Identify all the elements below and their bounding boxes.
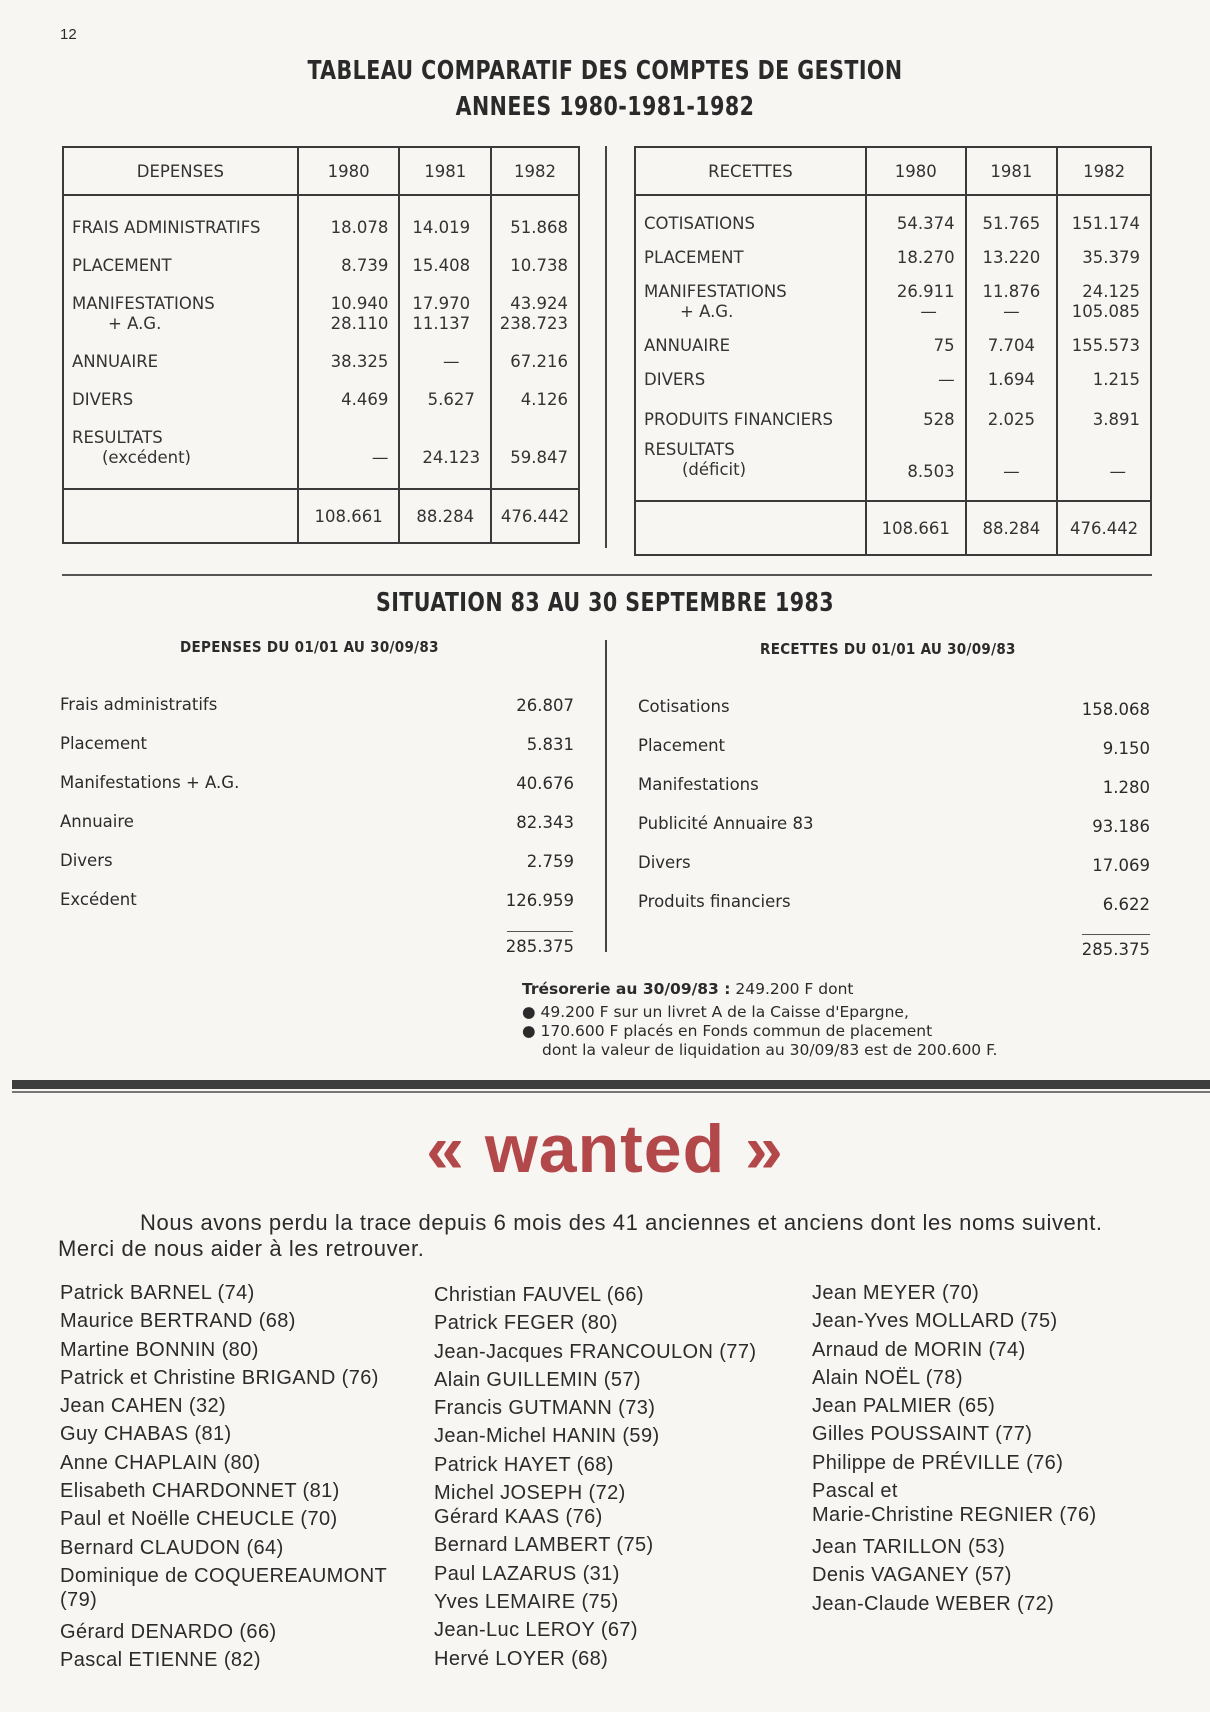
list-item: Paul et Noëlle CHEUCLE (70) bbox=[60, 1508, 338, 1531]
cell: 38.325 bbox=[330, 352, 389, 371]
cell: 5.627 bbox=[427, 390, 475, 409]
tresorerie-value: 249.200 F dont bbox=[735, 980, 854, 998]
depenses-label: FRAIS ADMINISTRATIFS bbox=[72, 218, 261, 237]
cell: — bbox=[371, 448, 389, 467]
cell: 4.469 bbox=[341, 390, 389, 409]
cell: — bbox=[920, 302, 937, 321]
list-item: Guy CHABAS (81) bbox=[60, 1423, 232, 1446]
list-item: Pascal et Marie-Christine REGNIER (76) bbox=[812, 1480, 1097, 1527]
situation-label: Excédent bbox=[60, 890, 137, 909]
cell: 151.174 bbox=[1071, 214, 1140, 233]
depenses-header-1982: 1982 bbox=[491, 147, 579, 195]
list-item: Jean-Claude WEBER (72) bbox=[812, 1592, 1055, 1615]
list-item: Arnaud de MORIN (74) bbox=[812, 1338, 1026, 1361]
cell: 13.220 bbox=[982, 248, 1041, 267]
recettes-table bbox=[634, 146, 1152, 556]
cell: 17.970 bbox=[412, 294, 471, 313]
situation-label: Produits financiers bbox=[638, 892, 791, 911]
cell: 75 bbox=[933, 336, 955, 355]
cell: 3.891 bbox=[1092, 410, 1140, 429]
depenses-label: DIVERS bbox=[72, 390, 134, 409]
list-item: Bernard CLAUDON (64) bbox=[60, 1536, 284, 1559]
list-item: Patrick HAYET (68) bbox=[434, 1453, 614, 1476]
cell: 11.876 bbox=[982, 282, 1041, 301]
list-item: Jean-Luc LEROY (67) bbox=[434, 1619, 638, 1642]
bullet-icon: ● bbox=[522, 1003, 536, 1021]
cell: 11.137 bbox=[412, 314, 471, 333]
list-item: Alain NOËL (78) bbox=[812, 1366, 963, 1389]
depenses-label-sub: (excédent) bbox=[102, 448, 191, 467]
list-item: Paul LAZARUS (31) bbox=[434, 1562, 620, 1585]
depenses-col-1982 bbox=[491, 195, 579, 489]
cell: 1.694 bbox=[987, 370, 1035, 389]
list-item: Elisabeth CHARDONNET (81) bbox=[60, 1480, 340, 1503]
recettes-label: ANNUAIRE bbox=[644, 336, 731, 355]
situation-label: Frais administratifs bbox=[60, 695, 218, 714]
depenses-label: ANNUAIRE bbox=[72, 352, 159, 371]
list-item: Yves LEMAIRE (75) bbox=[434, 1590, 619, 1613]
list-item: Bernard LAMBERT (75) bbox=[434, 1534, 654, 1557]
depenses-col-1980 bbox=[298, 195, 400, 489]
wanted-title: « wanted » bbox=[426, 1111, 784, 1187]
situation-value: 40.676 bbox=[516, 774, 574, 793]
recettes-header-1980: 1980 bbox=[866, 147, 966, 195]
cell: 10.940 bbox=[330, 294, 389, 313]
cell: 59.847 bbox=[510, 448, 568, 467]
total-rule bbox=[1082, 934, 1150, 935]
tresorerie-bullet: 49.200 F sur un livret A de la Caisse d'Epargne, bbox=[540, 1003, 909, 1021]
list-item: Patrick BARNEL (74) bbox=[60, 1282, 255, 1304]
cell: 238.723 bbox=[499, 314, 568, 333]
cell: 8.503 bbox=[907, 462, 955, 481]
situation-value: 17.069 bbox=[1092, 856, 1150, 875]
situation-recettes-title: RECETTES DU 01/01 AU 30/09/83 bbox=[760, 640, 1016, 658]
wanted-intro: Nous avons perdu la trace depuis 6 mois des 41 anciennes et anciens dont les noms suivent. Merci de nous aider à les retrouver. bbox=[58, 1210, 1103, 1261]
situation-label: Annuaire bbox=[60, 812, 134, 831]
list-item: Hervé LOYER (68) bbox=[434, 1647, 609, 1670]
cell: 155.573 bbox=[1071, 336, 1140, 355]
situation-total: 285.375 bbox=[505, 937, 574, 956]
recettes-label: MANIFESTATIONS bbox=[644, 282, 787, 301]
depenses-table bbox=[62, 146, 580, 544]
recettes-total-1980: 108.661 bbox=[866, 501, 966, 555]
recettes-label: PLACEMENT bbox=[644, 248, 744, 267]
cell: 51.868 bbox=[510, 218, 568, 237]
list-item: Gilles POUSSAINT (77) bbox=[812, 1423, 1033, 1446]
list-item: Gérard DENARDO (66) bbox=[60, 1620, 277, 1643]
section-band-thin bbox=[12, 1091, 1210, 1093]
list-item: Martine BONNIN (80) bbox=[60, 1338, 259, 1361]
cell: 1.215 bbox=[1092, 370, 1140, 389]
list-item: Maurice BERTRAND (68) bbox=[60, 1310, 296, 1333]
bullet-icon: ● bbox=[522, 1022, 536, 1040]
depenses-labels bbox=[63, 195, 298, 489]
situation-value: 158.068 bbox=[1081, 700, 1150, 719]
recettes-header-1982: 1982 bbox=[1057, 147, 1151, 195]
situation-value: 9.150 bbox=[1102, 739, 1150, 758]
situation-label: Manifestations bbox=[638, 775, 759, 794]
cell: 26.911 bbox=[896, 282, 955, 301]
list-item: Philippe de PRÉVILLE (76) bbox=[812, 1451, 1064, 1474]
recettes-total-label bbox=[635, 501, 866, 555]
cell: 43.924 bbox=[510, 294, 568, 313]
tresorerie-label: Trésorerie au 30/09/83 : bbox=[522, 980, 731, 998]
situation-label: Manifestations + A.G. bbox=[60, 773, 240, 792]
cell: 14.019 bbox=[412, 218, 471, 237]
situation-value: 126.959 bbox=[505, 891, 574, 910]
depenses-header-1981: 1981 bbox=[399, 147, 491, 195]
situation-label: Publicité Annuaire 83 bbox=[638, 814, 814, 833]
depenses-label: RESULTATS bbox=[72, 428, 163, 447]
section-divider bbox=[62, 574, 1152, 576]
depenses-label: PLACEMENT bbox=[72, 256, 172, 275]
recettes-label-sub: (déficit) bbox=[682, 460, 747, 479]
list-item: Jean MEYER (70) bbox=[812, 1282, 980, 1304]
cell: 528 bbox=[923, 410, 955, 429]
situation-label: Cotisations bbox=[638, 697, 730, 716]
recettes-label-sub: + A.G. bbox=[680, 302, 734, 321]
list-item: Jean CAHEN (32) bbox=[60, 1395, 227, 1418]
list-item: Gérard KAAS (76) bbox=[434, 1506, 603, 1529]
recettes-col-1982 bbox=[1057, 195, 1151, 501]
depenses-header: DEPENSES bbox=[63, 147, 298, 195]
cell: 18.270 bbox=[896, 248, 955, 267]
depenses-total-label bbox=[63, 489, 298, 543]
depenses-total-1982: 476.442 bbox=[491, 489, 579, 543]
names-column-3 bbox=[812, 1281, 1142, 1620]
situation-label: Placement bbox=[60, 734, 148, 753]
cell: 15.408 bbox=[412, 256, 471, 275]
tresorerie-block bbox=[522, 980, 997, 1060]
list-item: Patrick et Christine BRIGAND (76) bbox=[60, 1366, 379, 1389]
cell: 51.765 bbox=[982, 214, 1041, 233]
depenses-total-1980: 108.661 bbox=[298, 489, 400, 543]
cell: — bbox=[1003, 302, 1020, 321]
situation-value: 6.622 bbox=[1102, 895, 1150, 914]
list-item: Dominique de COQUEREAUMONT (79) bbox=[60, 1564, 387, 1611]
situation-depenses-title: DEPENSES DU 01/01 AU 30/09/83 bbox=[180, 638, 439, 656]
page-title: TABLEAU COMPARATIF DES COMPTES DE GESTION bbox=[307, 56, 903, 86]
list-item: Anne CHAPLAIN (80) bbox=[60, 1451, 261, 1474]
tresorerie-note: dont la valeur de liquidation au 30/09/83 est de 200.600 F. bbox=[542, 1041, 998, 1059]
table-divider bbox=[605, 146, 607, 548]
names-column-1 bbox=[60, 1281, 420, 1677]
depenses-col-1981 bbox=[399, 195, 491, 489]
situation-value: 5.831 bbox=[526, 735, 574, 754]
list-item: Denis VAGANEY (57) bbox=[812, 1564, 1012, 1587]
tresorerie-bullet: 170.600 F placés en Fonds commun de placement bbox=[540, 1022, 933, 1040]
page-subtitle: ANNEES 1980-1981-1982 bbox=[455, 92, 755, 122]
situation-value: 2.759 bbox=[526, 852, 574, 871]
depenses-header-1980: 1980 bbox=[298, 147, 400, 195]
page-number: 12 bbox=[60, 26, 77, 43]
cell: 54.374 bbox=[896, 214, 955, 233]
list-item: Francis GUTMANN (73) bbox=[434, 1397, 656, 1420]
list-item: Jean-Yves MOLLARD (75) bbox=[812, 1310, 1058, 1333]
situation-value: 82.343 bbox=[516, 813, 574, 832]
cell: 4.126 bbox=[520, 390, 568, 409]
recettes-label: PRODUITS FINANCIERS bbox=[644, 410, 833, 429]
situation-label: Placement bbox=[638, 736, 726, 755]
situation-divider bbox=[605, 640, 607, 952]
recettes-label: COTISATIONS bbox=[644, 214, 755, 233]
list-item: Jean-Jacques FRANCOULON (77) bbox=[434, 1340, 757, 1363]
list-item: Michel JOSEPH (72) bbox=[434, 1482, 626, 1505]
recettes-col-1980 bbox=[866, 195, 966, 501]
section-band bbox=[12, 1080, 1210, 1089]
recettes-label: RESULTATS bbox=[644, 440, 735, 459]
cell: 35.379 bbox=[1082, 248, 1140, 267]
cell: 2.025 bbox=[987, 410, 1035, 429]
situation-value: 93.186 bbox=[1092, 817, 1150, 836]
list-item: Jean PALMIER (65) bbox=[812, 1395, 996, 1418]
depenses-label: MANIFESTATIONS bbox=[72, 294, 215, 313]
list-item: Alain GUILLEMIN (57) bbox=[434, 1368, 641, 1391]
list-item: Christian FAUVEL (66) bbox=[434, 1284, 644, 1306]
recettes-labels bbox=[635, 195, 866, 501]
cell: 8.739 bbox=[341, 256, 389, 275]
cell: 24.123 bbox=[422, 448, 481, 467]
situation-total: 285.375 bbox=[1081, 940, 1150, 959]
recettes-total-1982: 476.442 bbox=[1057, 501, 1151, 555]
cell: 28.110 bbox=[330, 314, 389, 333]
cell: 7.704 bbox=[987, 336, 1035, 355]
depenses-total-1981: 88.284 bbox=[399, 489, 491, 543]
situation-label: Divers bbox=[638, 853, 691, 872]
situation-label: Divers bbox=[60, 851, 113, 870]
list-item: Patrick FEGER (80) bbox=[434, 1312, 618, 1335]
cell: — bbox=[938, 370, 955, 389]
cell: 10.738 bbox=[510, 256, 568, 275]
list-item: Pascal ETIENNE (82) bbox=[60, 1649, 261, 1672]
recettes-header-1981: 1981 bbox=[966, 147, 1058, 195]
cell: 24.125 bbox=[1082, 282, 1140, 301]
list-item: Jean TARILLON (53) bbox=[812, 1536, 1006, 1559]
cell: — bbox=[442, 352, 460, 371]
cell: — bbox=[1003, 462, 1020, 481]
situation-value: 1.280 bbox=[1102, 778, 1150, 797]
recettes-col-1981 bbox=[966, 195, 1058, 501]
recettes-total-1981: 88.284 bbox=[966, 501, 1058, 555]
situation-title: SITUATION 83 AU 30 SEPTEMBRE 1983 bbox=[375, 588, 835, 618]
cell: 67.216 bbox=[510, 352, 568, 371]
names-column-2 bbox=[434, 1283, 794, 1675]
total-rule bbox=[507, 931, 573, 932]
cell: 105.085 bbox=[1071, 302, 1140, 321]
cell: — bbox=[1109, 462, 1126, 481]
depenses-label-sub: + A.G. bbox=[108, 314, 162, 333]
situation-value: 26.807 bbox=[516, 696, 574, 715]
list-item: Jean-Michel HANIN (59) bbox=[434, 1425, 660, 1448]
recettes-header: RECETTES bbox=[635, 147, 866, 195]
cell: 18.078 bbox=[330, 218, 389, 237]
recettes-label: DIVERS bbox=[644, 370, 706, 389]
